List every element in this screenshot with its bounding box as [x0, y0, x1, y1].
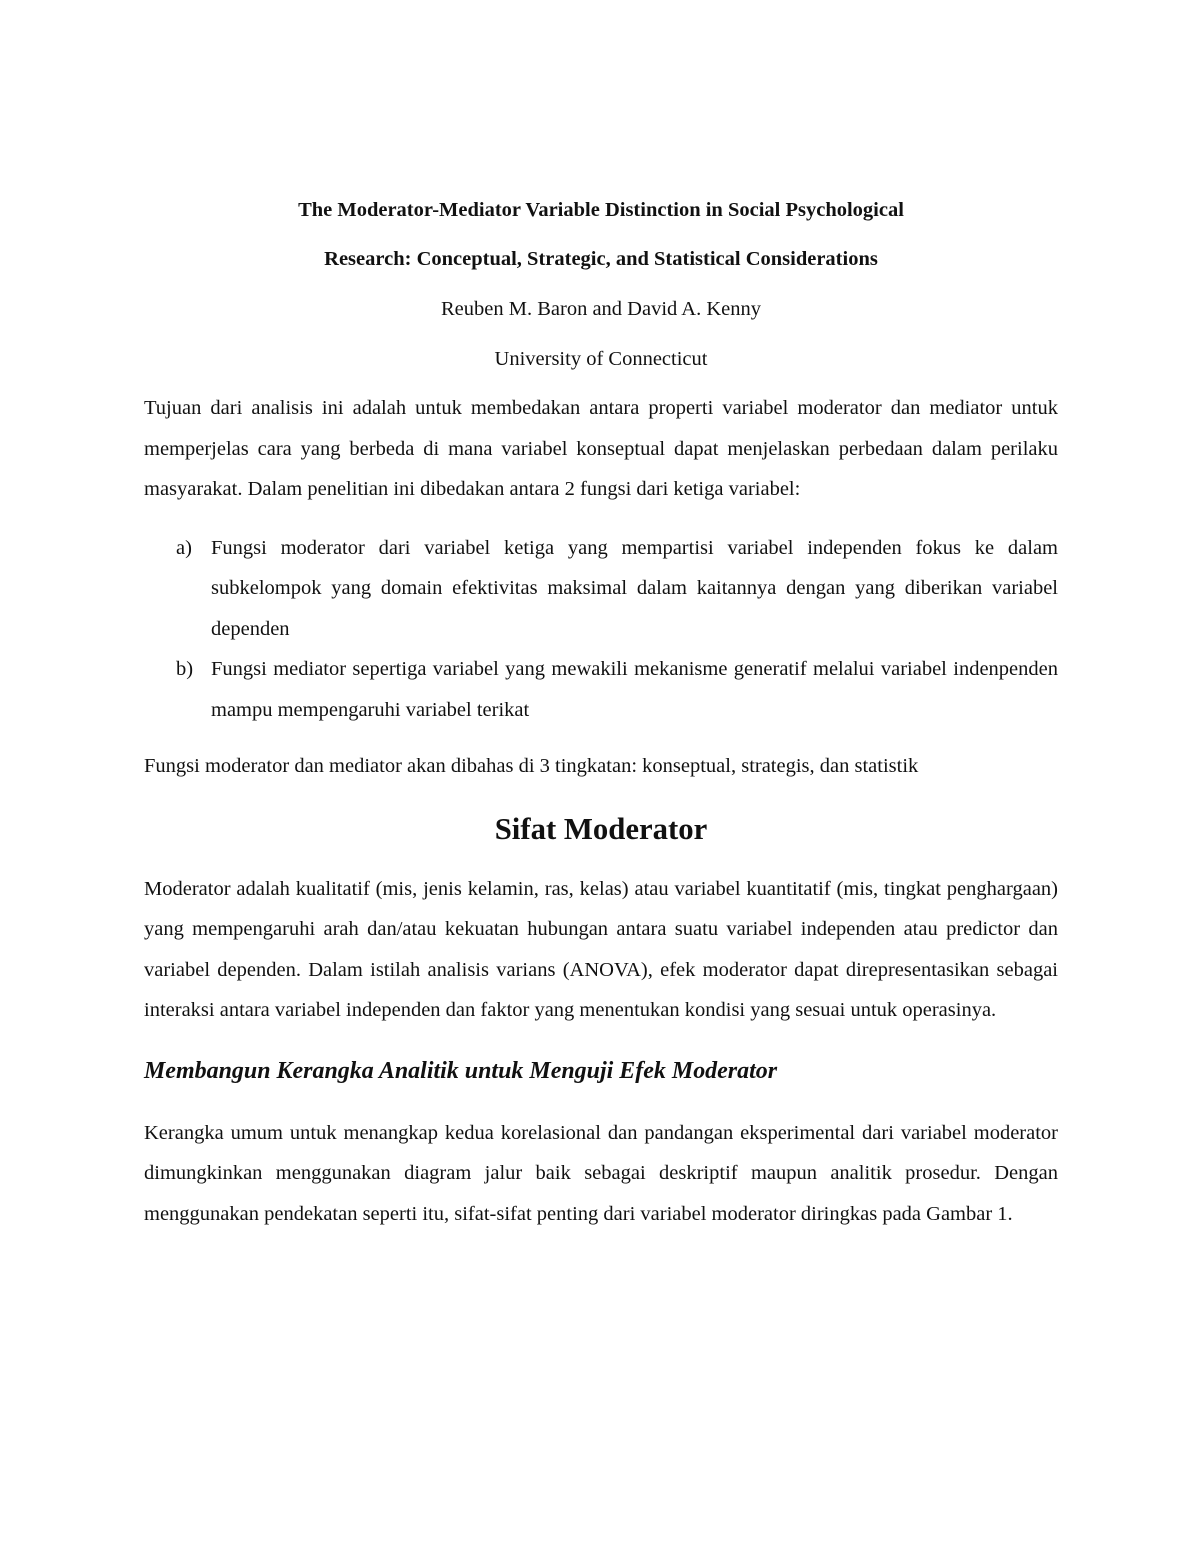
function-list [144, 528, 1058, 731]
list-marker: a) [176, 536, 192, 559]
subsection-heading: Membangun Kerangka Analitik untuk Menguji Efek Moderator [144, 1057, 778, 1084]
list-item [144, 528, 1058, 650]
intro-paragraph: Tujuan dari analisis ini adalah untuk membedakan antara properti variabel moderator dan mediator untuk memperjelas cara yang berbeda di mana variabel konseptual dapat menjelaskan perbedaan dalam perilaku masyarakat. Dalam penelitian ini dibedakan antara 2 fungsi dari ketiga variabel: [144, 397, 1058, 500]
authors: Reuben M. Baron and David A. Kenny [441, 298, 761, 320]
list-item-text: Fungsi moderator dari variabel ketiga yang mempartisi variabel independen fokus ke dalam subkelompok yang domain efektivitas maksimal dalam kaitannya dengan yang diberikan variabel dependen [211, 536, 1058, 640]
title-line-1: The Moderator-Mediator Variable Distinction in Social Psychological [298, 199, 904, 221]
framework-paragraph: Kerangka umum untuk menangkap kedua korelasional dan pandangan eksperimental dari variabel moderator dimungkinkan menggunakan diagram jalur baik sebagai deskriptif maupun analitik prosedur. Dengan menggunakan pendekatan seperti itu, sifat-sifat penting dari variabel moderator diringkas pada Gambar 1. [144, 1121, 1058, 1225]
document-page [144, 186, 1058, 1234]
section-heading: Sifat Moderator [494, 811, 708, 846]
affiliation: University of Connecticut [494, 348, 708, 370]
title-line-2: Research: Conceptual, Strategic, and Statistical Considerations [324, 248, 878, 270]
moderator-paragraph: Moderator adalah kualitatif (mis, jenis kelamin, ras, kelas) atau variabel kuantitatif (mis, tingkat penghargaan) yang mempengaruhi arah dan/atau kekuatan hubungan antara suatu variabel independen atau predictor dan variabel dependen. Dalam istilah analisis varians (ANOVA), efek moderator dapat direpresentasikan sebagai interaksi antara variabel independen dan faktor yang menentukan kondisi yang sesuai untuk operasinya. [144, 877, 1058, 1021]
list-marker: b) [176, 658, 194, 680]
summary-paragraph: Fungsi moderator dan mediator akan dibahas di 3 tingkatan: konseptual, strategis, dan statistik [144, 755, 919, 777]
list-item-text: Fungsi mediator sepertiga variabel yang mewakili mekanisme generatif melalui variabel indenpenden mampu mempengaruhi variabel terikat [211, 658, 1058, 721]
list-item [144, 649, 1058, 730]
